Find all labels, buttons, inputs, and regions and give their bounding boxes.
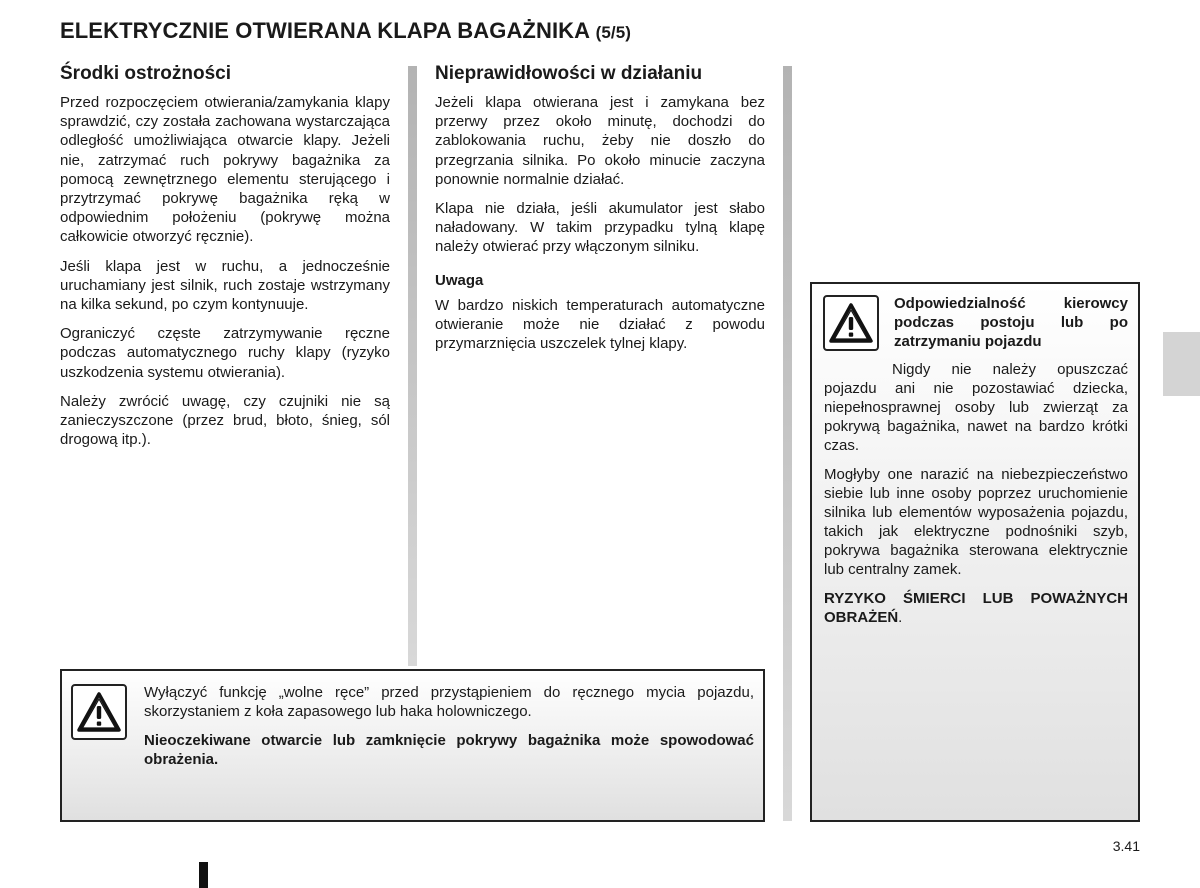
warning-triangle-icon (823, 295, 879, 351)
precautions-paragraph: Należy zwrócić uwagę, czy czujniki nie są zanieczyszczone (przez brud, błoto, śnieg, sól drogową itp.). (60, 392, 390, 449)
risk-bold-text: RYZYKO ŚMIERCI LUB POWAŻNYCH OBRAŻEŃ (824, 590, 1128, 626)
risk-suffix: . (898, 609, 903, 626)
warning-body (824, 360, 1128, 637)
column-divider-bar (783, 66, 792, 821)
page-title-text: ELEKTRYCZNIE OTWIERANA KLAPA BAGAŻNIKA (60, 18, 590, 43)
precautions-heading: Środki ostrożności (60, 63, 232, 84)
precautions-section (60, 62, 390, 459)
warning-paragraph: Nigdy nie należy opuszczać pojazdu ani nie pozostawiać dziecka, niepełnosprawnej osoby lub zwierząt za pokrywą bagażnika, nawet na bardzo krótki czas. (824, 361, 1128, 454)
page-part-indicator: (5/5) (595, 23, 632, 42)
hands-free-warning-box (60, 669, 765, 822)
note-heading: Uwaga (435, 271, 484, 289)
warning-text (144, 683, 754, 779)
warning-risk-statement (824, 589, 1128, 627)
malfunctions-heading: Nieprawidłowości w działaniu (435, 63, 703, 84)
precautions-paragraph: Jeśli klapa jest w ruchu, a jednocześnie uruchamiany jest silnik, ruch zostaje wstrzymany na kilka sekund, po czym kontynuuje. (60, 257, 390, 314)
page-number: 3.41 (1112, 838, 1140, 854)
column-divider-bar (408, 66, 417, 666)
page-title (60, 18, 631, 44)
malfunctions-paragraph: Klapa nie działa, jeśli akumulator jest słabo naładowany. W takim przypadku tylną klapę należy otwierać przy włączonym silniku. (435, 200, 765, 256)
driver-responsibility-warning-box (810, 282, 1140, 822)
warning-instruction: Wyłączyć funkcję „wolne ręce” przed przystąpieniem do ręcznego mycia pojazdu, skorzystaniem z koła zapasowego lub haka holowniczego. (144, 684, 754, 720)
malfunctions-paragraph: Jeżeli klapa otwierana jest i zamykana bez przerwy przez około minutę, dochodzi do zablokowania ruchu, żeby nie doszło do przegrzania silnika. Po około minucie zaczyna ponownie normalnie działać. (435, 94, 765, 188)
warning-consequence: Nieoczekiwane otwarcie lub zamknięcie pokrywy bagażnika może spowodować obrażenia. (144, 732, 754, 768)
warning-paragraph: Mogłyby one narazić na niebezpieczeństwo siebie lub inne osoby poprzez uruchomienie silnika lub elementów wyposażenia pojazdu, takich jak elektryczne podnośniki szyb, pokrywa bagażnika sterowana elektrycznie lub centralny zamek. (824, 466, 1128, 578)
warning-heading: Odpowiedzialność kierowcy podczas postoju lub po zatrzymaniu pojazdu (894, 295, 1128, 350)
precautions-paragraph: Przed rozpoczęciem otwierania/zamykania klapy sprawdzić, czy została zachowana wystarczająca odległość umożliwiająca otwarcie klapy. Jeżeli nie, zatrzymać ruch pokrywy bagażnika za pomocą zewnętrznego elementu sterującego i przytrzymać pokrywę bagażnika ręką w odpowiednim położeniu (pokrywę można całkowicie otworzyć ręcznie). (60, 94, 390, 246)
crop-mark (199, 862, 208, 888)
precautions-paragraph: Ograniczyć częste zatrzymywanie ręczne podczas automatycznego ruchy klapy (ryzyko uszkodzenia systemu otwierania). (60, 325, 390, 381)
chapter-thumb-tab (1163, 332, 1200, 396)
note-text: W bardzo niskich temperaturach automatyczne otwieranie może nie działać z powodu przymarznięcia uszczelek tylnej klapy. (435, 296, 765, 353)
warning-triangle-icon (71, 684, 127, 740)
malfunctions-section (435, 62, 765, 363)
